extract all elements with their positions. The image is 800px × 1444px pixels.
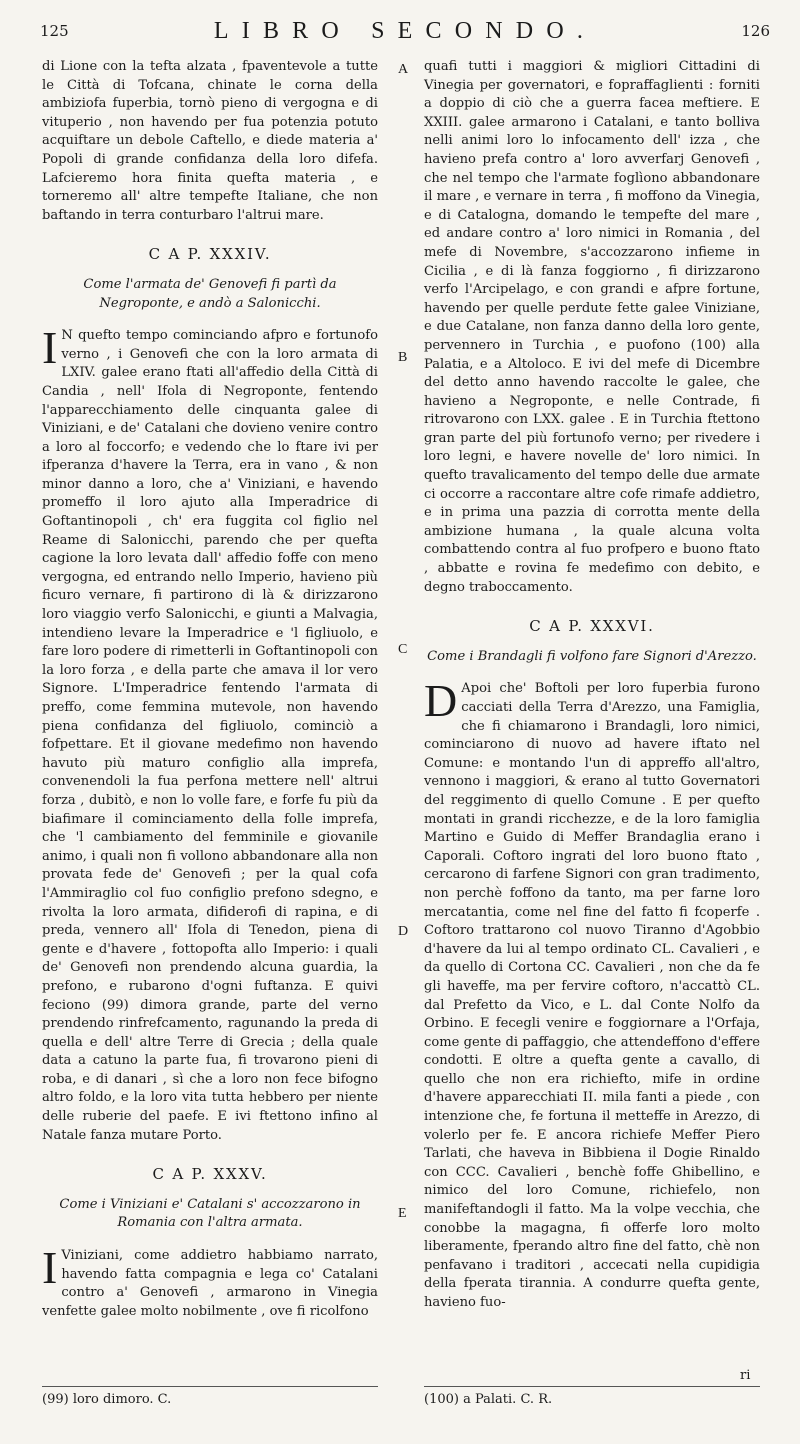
paragraph: di Lione con la tefta alzata , fpaventevole a tutte le Città di Tofcana, chinate le corna della ambiziofa fuperbia, tornò pieno di vergogna e di vituperio , non havendo per fua potenzia potuto acquiftare un debole Caftello, e diede materia a' Popoli di grande confidanza della loro difefa. Lafcieremo hora finita quefta materia , e torneremo all' altre tempefte Italiane, che non baftando in terra conturbaro l'altrui mare. (42, 59, 378, 223)
drop-cap: I (42, 1242, 58, 1294)
running-header (40, 18, 770, 48)
drop-cap: D (424, 675, 458, 727)
margin-letter-a: A (398, 62, 409, 77)
paragraph (42, 322, 378, 1145)
chapter-rubric: Come i Viniziani e' Catalani s' accozzarono in Romania con l'altra armata. (59, 1196, 361, 1231)
chapter-rubric: Come i Brandagli fi volfono fare Signori d'Arezzo. (427, 648, 757, 664)
margin-letter-b: B (398, 350, 408, 365)
footnote-rule (42, 1386, 378, 1387)
page-number-right: 126 (741, 22, 770, 40)
left-column (42, 58, 378, 1321)
margin-letter-d: D (398, 924, 409, 939)
catchword: ri (740, 1368, 751, 1383)
paragraph: quafi tutti i maggiori & migliori Cittadini di Vinegia per governatori, e fopraffaglienti : forniti a doppio di ciò che a guerra facea meftiere. E XXIII. galee armarono i Catalani, e tanto bolliva nelli animi loro lo infocamento dell' izza , che havieno prefa contro a' loro avverfarj Genovefi , che nel tempo che l'armate foglìono abbandonare il mare , e vernare in terra , fi moffono da Vinegia, e di Catalogna, domando le tempefte del mare , ed andare contro a' loro nimici in Romania , del mefe di Novembre, s'accozzarono infieme in Cicilia , e di là fanza foggiorno , fi dirizzarono verfo l'Arcipelago, e con grandi e afpre fortune, havendo per quelle perdute fette galee Viniziane, e due Catalane, non fanza danno della loro gente, pervennero in Turchia , e puofono (100) alla Palatia, e a Altoloco. E ivi del mefe di Dicembre del detto anno havendo raccolte le galee, che havieno a Negroponte, e nelle Contrade, fi ritrovarono con LXX. galee . E in Turchia ftettono gran parte del più fortunofo verno; per rivedere i loro legni, e havere novelle de' loro nimici. In quefto travalicamento del tempo delle due armate ci occorre a raccontare altre cofe rimafe addietro, e in prima una pazzia di corrotta mente della ambizione humana , la quale alcuna volta combattendo contra al fuo profpero e buono ftato , abbatte e rovina fe medefimo con debito, e degno traboccamento. (424, 59, 760, 595)
chapter-rubric: Come l'armata de' Genovefi fi partì da Negroponte, e andò a Salonicchi. (83, 276, 337, 311)
running-title: LIBRO SECONDO. (213, 18, 597, 44)
paragraph (424, 675, 760, 1312)
margin-letter-e: E (398, 1206, 407, 1221)
drop-cap: I (42, 322, 58, 374)
footnote-left: (99) loro dimoro. C. (42, 1392, 172, 1407)
right-column (424, 58, 760, 1313)
margin-letter-c: C (398, 642, 408, 657)
paragraph-text: Viniziani, come addietro habbiamo narrato, havendo fatta compagnia e lega co' Catalani contro a' Genovefi , armarono in Vinegia venfette galee molto nobilmente , ove fi ricolfono (42, 1248, 378, 1319)
footnote-right: (100) a Palati. C. R. (424, 1392, 553, 1407)
chapter-heading: C A P. XXXVI. (529, 617, 655, 636)
paragraph-text: N quefto tempo cominciando afpro e fortunofo verno , i Genovefi che con la loro armata di LXIV. galee erano ftati all'affedio della Città di Candia , nell' Ifola di Negroponte, fentendo l'apparecchiamento delle cinquanta galee di Viniziani, e de' Catalani che dovieno venire contro a loro al foccorfo; e vedendo che lo ftare ivi per ifperanza d'havere la Terra, era in vano , & non minor danno a loro, che a' Viniziani, e havendo promeffo il loro ajuto alla Imperadrice di Goftantinopoli , ch' era fuggita col figlio nel Reame di Salonicchi, parendo che per quefta cagione la loro levata dall' affedio foffe con meno vergogna, ed entrando nello Imperio, havieno più ficuro vernare, fi partirono di là & dirizzarono loro viaggio verfo Salonicchi, e giunti a Malvagia, intendieno levare la Imperadrice e 'l figliuolo, e fare loro podere di rimetterli in Goftantinopoli con la loro forza , e della parte che amava il lor vero Signore. L'Imperadrice fentendo l'armata di preffo, come femmina mutevole, non havendo piena confidanza del figliuolo, cominciò a fofpettare. Et il giovane medefimo non havendo havuto più maturo configlio alla imprefa, convenendoli la fua perfona mettere nell' altrui forza , dubitò, e non lo volle fare, e forfe fu più da biafimare il cominciamento della folle imprefa, che 'l cambiamento del femminile e giovanile animo, i quali non fi vollono abbandonare alla non provata fede de' Genovefi ; per la qual cofa l'Ammiraglio col fuo configlio prefono sdegno, e rivolta la loro armata, difiderofi di rapina, e di preda, vennero all' Ifola di Tenedon, piena di gente e d'havere , fottopofta allo Imperio: i quali de' Genovefi non prendendo alcuna guardia, la prefono, e rubarono d'ogni fuftanza. E quivi feciono (99) dimora grande, parte del verno prendendo rinfrefcamento, ragunando la preda di quella e dell' altre Terre di Grecia ; della quale data a catuno la parte fua, fi trovarono pieni di roba, e di danari , sì che a loro non fece bifogno altro foldo, e la loro vita tutta hebbero per niente delle ruberie del paefe. E ivi ftettono infino al Natale fanza mutare Porto. (42, 328, 378, 1143)
paragraph (42, 1242, 378, 1321)
chapter-heading: C A P. XXXIV. (148, 245, 272, 264)
footnote-rule (424, 1386, 760, 1387)
paragraph-text: Apoi che' Boftoli per loro fuperbia furono cacciati della Terra d'Arezzo, una Famiglia, che fi chiamarono i Brandagli, loro nimici, cominciarono di nuovo ad havere iftato nel Comune: e montando l'un di appreffo all'altro, vennono i maggiori, & erano al tutto Governatori del reggimento di quello Comune . E per quefto montati in grandi ricchezze, e de la loro famiglia Martino e Guido di Meffer Brandaglia erano i Caporali. Coftoro ingrati del loro buono ftato , cercarono di farfene Signori con gran tradimento, non perchè foffono da tanto, ma per farne loro mercatantia, come nel fine del fatto fi fcoperfe . Coftoro trattarono col nuovo Tiranno d'Agobbio d'havere da lui al tempo ordinato CL. Cavalieri , e da quello di Cortona CC. Cavalieri , non che da fe gli haveffe, ma per fervire coftoro, n'accattò CL. dal Prefetto da Vico, e L. dal Conte Nolfo da Orbino. E fecegli venire e foggiornare a l'Orfaja, come gente di paffaggio, che attendeffono d'effere condotti. E oltre a quefta gente a cavallo, di quello che non era richiefto, mife in ordine d'havere apparecchiati II. mila fanti a piede , con intenzione che, fe fortuna il metteffe in Arezzo, di volerlo per fe. E ancora richiefe Meffer Piero Tarlati, che haveva in Bibbiena il Dogie Rinaldo con CCC. Cavalieri , benchè foffe Ghibellino, e nimico del loro Comune, richiefelo, non manifeftandogli il fatto. Ma la volpe vecchia, che conobbe la magagna, fi offerfe loro molto liberamente, fperando altro fine del fatto, chè non penfavano i traditori , accecati nella cupidigia della fperata tirannia. A condurre quefta gente, havieno fuo- (424, 681, 760, 1310)
chapter-heading: C A P. XXXV. (152, 1165, 268, 1184)
page-number-left: 125 (40, 22, 69, 40)
